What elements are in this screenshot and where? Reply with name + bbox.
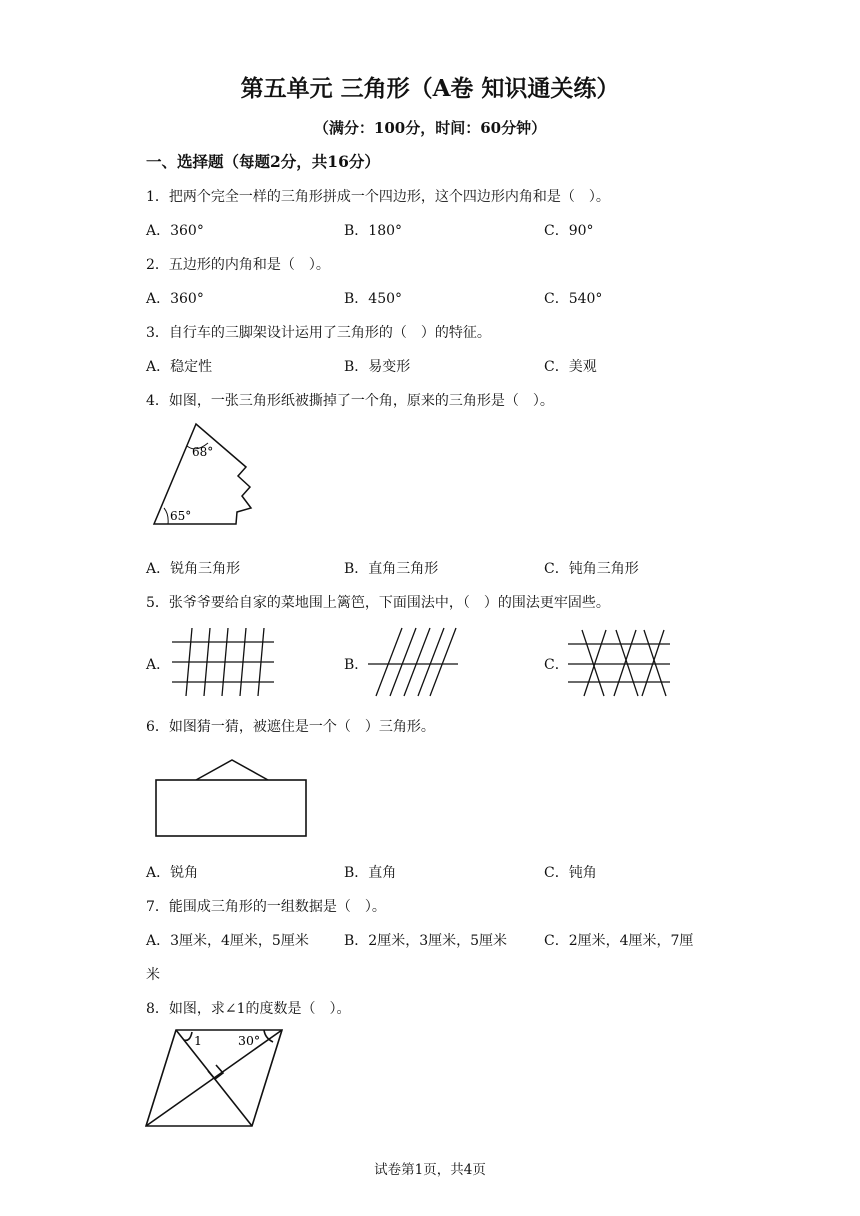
question-3-option-a: A．稳定性: [146, 359, 213, 375]
question-7-option-b: B．2厘米，3厘米，5厘米: [344, 933, 508, 949]
question-3-option-c: C．美观: [544, 359, 597, 375]
page-footer: 试卷第1页，共4页: [374, 1162, 486, 1178]
parallelogram-figure: [142, 1024, 286, 1132]
question-4-option-b: B．直角三角形: [344, 561, 439, 577]
question-1-option-b: B．180°: [344, 223, 403, 239]
page-subtitle: （满分：100分，时间：60分钟）: [313, 119, 547, 137]
question-6-stem: 6．如图猜一猜，被遮住是一个（ ）三角形。: [146, 719, 435, 735]
question-2-stem: 2．五边形的内角和是（ ）。: [146, 257, 330, 273]
question-5-stem: 5．张爷爷要给自家的菜地围上篱笆，下面围法中，（ ）的围法更牢固些。: [146, 595, 610, 611]
question-5-option-a: A．: [146, 657, 171, 673]
question-2-option-b: B．450°: [344, 291, 403, 307]
question-5-option-c: C．: [544, 657, 569, 673]
section-heading: 一、选择题（每题2分，共16分）: [146, 152, 380, 171]
page-title: 第五单元 三角形（A卷 知识通关练）: [240, 75, 620, 102]
question-7-option-a: A．3厘米，4厘米，5厘米: [146, 933, 309, 949]
fence-cross-figure: [566, 626, 672, 698]
question-4-stem: 4．如图，一张三角形纸被撕掉了一个角，原来的三角形是（ ）。: [146, 393, 554, 409]
fence-grid-figure: [170, 626, 276, 698]
question-1-stem: 1．把两个完全一样的三角形拼成一个四边形，这个四边形内角和是（ ）。: [146, 189, 610, 205]
angle-label-30: 30°: [238, 1033, 261, 1048]
question-1-option-a: A．360°: [146, 223, 204, 239]
question-5-option-b: B．: [344, 657, 369, 673]
angle-label-1: 1: [194, 1033, 202, 1048]
torn-triangle-figure: [146, 420, 266, 532]
angle-label-68: 68°: [192, 445, 214, 459]
question-6-option-c: C．钝角: [544, 865, 597, 881]
angle-label-65: 65°: [170, 509, 192, 523]
question-3-option-b: B．易变形: [344, 359, 411, 375]
question-6-option-b: B．直角: [344, 865, 397, 881]
question-6-option-a: A．锐角: [146, 865, 199, 881]
question-4-option-c: C．钝角三角形: [544, 561, 639, 577]
question-1-option-c: C．90°: [544, 223, 594, 239]
question-4-option-a: A．锐角三角形: [146, 561, 241, 577]
question-2-option-c: C．540°: [544, 291, 603, 307]
question-2-option-a: A．360°: [146, 291, 204, 307]
question-7-stem: 7．能围成三角形的一组数据是（ ）。: [146, 899, 386, 915]
fence-slanted-figure: [368, 626, 460, 698]
covered-triangle-figure: [150, 756, 316, 842]
question-7-option-c-wrap: 米: [146, 967, 160, 983]
question-8-stem: 8．如图，求∠1的度数是（ ）。: [146, 1001, 351, 1017]
question-7-option-c: C．2厘米，4厘米，7厘: [544, 933, 694, 949]
question-3-stem: 3．自行车的三脚架设计运用了三角形的（ ）的特征。: [146, 325, 491, 341]
